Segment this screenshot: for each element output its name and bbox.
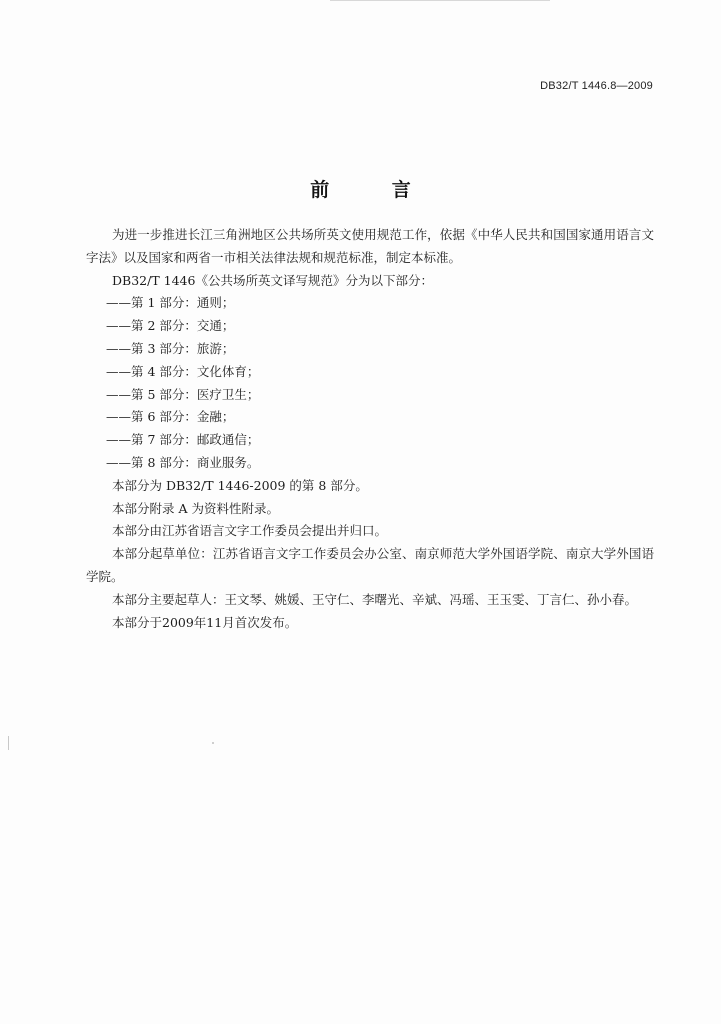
part-list-item: ——第 7 部分：邮政通信； bbox=[106, 432, 260, 448]
standard-code: DB32/T 1446.8—2009 bbox=[540, 80, 653, 92]
intro-paragraph: 为进一步推进长江三角洲地区公共场所英文使用规范工作，依据《中华人民共和国国家通用语言文字法》以及国家和两省一市相关法律法规和规范标准，制定本标准。 bbox=[86, 227, 654, 265]
appendix-statement: 本部分附录 A 为资料性附录。 bbox=[112, 500, 279, 516]
part-list-item: ——第 8 部分：商业服务。 bbox=[106, 454, 260, 470]
release-statement: 本部分于2009年11月首次发布。 bbox=[112, 614, 298, 630]
part-list-item: ——第 2 部分：交通； bbox=[106, 318, 235, 334]
drafters-statement: 本部分主要起草人：王文琴、姚媛、王守仁、李曙光、辛斌、冯瑶、王玉雯、丁言仁、孙小春。 bbox=[112, 591, 638, 607]
part-list-item: ——第 1 部分：通则； bbox=[106, 295, 235, 311]
part-of-statement: 本部分为 DB32/T 1446-2009 的第 8 部分。 bbox=[112, 477, 368, 493]
part-list-item: ——第 4 部分：文化体育； bbox=[106, 363, 260, 379]
proposer-statement: 本部分由江苏省语言文字工作委员会提出并归口。 bbox=[112, 523, 388, 539]
scan-artifact-top bbox=[330, 0, 550, 1]
page-title: 前 言 bbox=[310, 179, 439, 201]
series-statement: DB32/T 1446《公共场所英文译写规范》分为以下部分： bbox=[112, 272, 433, 288]
part-list-item: ——第 3 部分：旅游； bbox=[106, 340, 235, 356]
part-list-item: ——第 5 部分：医疗卫生； bbox=[106, 386, 260, 402]
scan-artifact-dot bbox=[212, 742, 214, 744]
scan-artifact-left bbox=[8, 736, 9, 750]
foreword-body bbox=[86, 224, 654, 634]
part-list-item: ——第 6 部分：金融； bbox=[106, 409, 235, 425]
drafting-units-statement: 本部分起草单位：江苏省语言文字工作委员会办公室、南京师范大学外国语学院、南京大学外国语学院。 bbox=[86, 546, 654, 584]
